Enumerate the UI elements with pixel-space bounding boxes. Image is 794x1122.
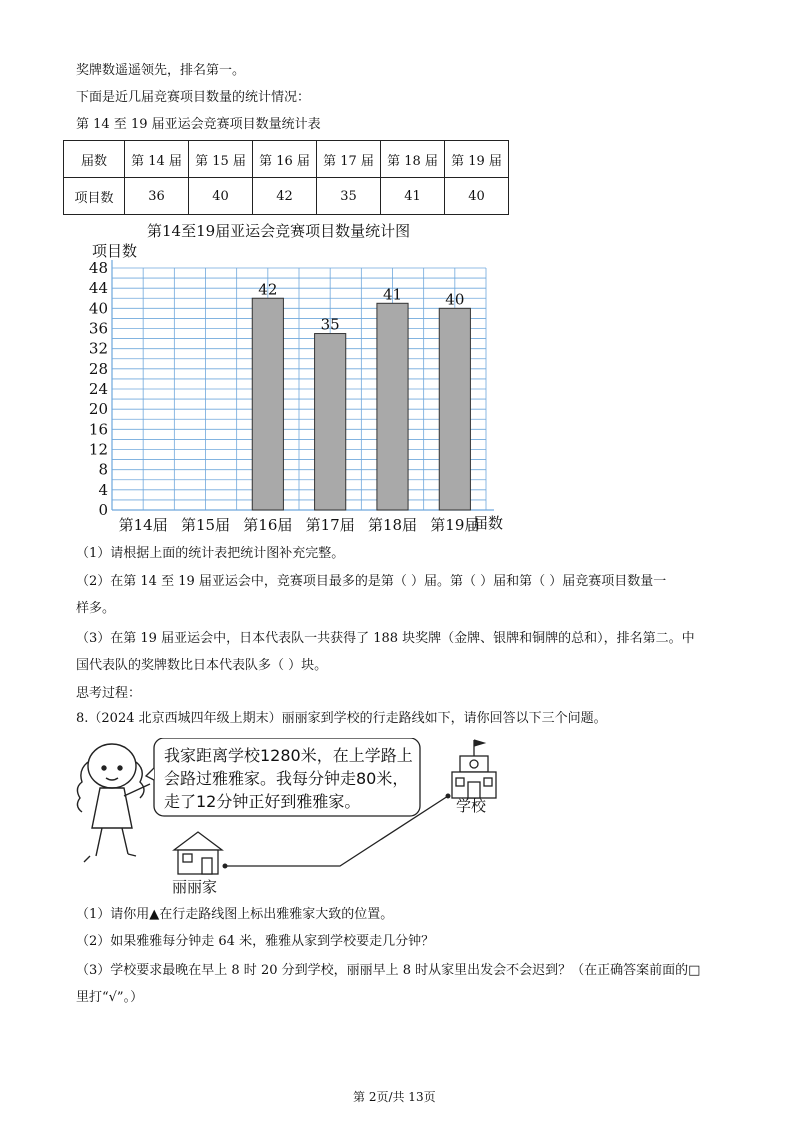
y-tick-label: 8 bbox=[98, 460, 108, 479]
y-tick-label: 24 bbox=[88, 380, 108, 398]
table-cell: 第 19 届 bbox=[445, 141, 509, 178]
p8-question-3: （3）学校要求最晚在早上 8 时 20 分到学校，丽丽早上 8 时从家里出发会不会迟到？（在正确答案前面的□ bbox=[76, 963, 701, 978]
table-cell: 41 bbox=[381, 178, 445, 215]
x-axis-label: 届数 bbox=[473, 514, 504, 532]
bar-chart bbox=[60, 220, 520, 538]
question-2-cont: 样多。 bbox=[76, 601, 116, 616]
p8-question-1: （1）请你用▲在行走路线图上标出雅雅家大致的位置。 bbox=[76, 907, 394, 922]
data-label: 41 bbox=[382, 285, 403, 304]
x-tick-label: 第18届 bbox=[367, 516, 418, 534]
question-3-cont: 国代表队的奖牌数比日本代表队多（ ）块。 bbox=[76, 658, 328, 673]
data-label: 35 bbox=[320, 315, 340, 334]
table-cell: 第 17 届 bbox=[317, 141, 381, 178]
y-tick-label: 44 bbox=[88, 279, 108, 298]
table-cell: 40 bbox=[189, 178, 253, 215]
table-header-row bbox=[64, 141, 509, 178]
table-cell: 第 16 届 bbox=[253, 141, 317, 178]
x-tick-label: 第15届 bbox=[180, 516, 231, 534]
chart-title: 第14至19届亚运会竞赛项目数量统计图 bbox=[147, 222, 411, 240]
p8-question-3-cont: 里打“√”。） bbox=[76, 990, 144, 1005]
x-tick-label: 第17届 bbox=[305, 516, 355, 534]
house-icon bbox=[174, 832, 222, 874]
y-tick-label: 12 bbox=[88, 440, 108, 459]
problem-8-title: 8.（2024 北京西城四年级上期末）丽丽家到学校的行走路线如下，请你回答以下三个问题。 bbox=[76, 711, 607, 726]
question-2: （2）在第 14 至 19 届亚运会中，竞赛项目最多的是第（ ）届。第（ ）届和第（ ）届竞赛项目数量一 bbox=[76, 574, 667, 589]
y-tick-label: 20 bbox=[88, 400, 108, 419]
table-title: 第 14 至 19 届亚运会竞赛项目数量统计表 bbox=[76, 117, 321, 132]
bar bbox=[377, 303, 408, 510]
table-cell: 第 15 届 bbox=[189, 141, 253, 178]
y-tick-label: 0 bbox=[98, 501, 108, 519]
question-3: （3）在第 19 届亚运会中，日本代表队一共获得了 188 块奖牌（金牌、银牌和铜牌的总和），排名第二。中 bbox=[76, 631, 695, 646]
x-tick-labels bbox=[119, 516, 480, 534]
table-cell: 36 bbox=[125, 178, 189, 215]
home-label: 丽丽家 bbox=[172, 878, 218, 896]
question-1: （1）请根据上面的统计表把统计图补充完整。 bbox=[76, 546, 345, 561]
y-tick-label: 16 bbox=[88, 420, 108, 439]
page-number: 第 2页/共 13页 bbox=[353, 1090, 436, 1104]
table-cell: 届数 bbox=[64, 141, 125, 178]
y-tick-label: 48 bbox=[88, 259, 108, 277]
table-cell: 42 bbox=[253, 178, 317, 215]
table-row bbox=[64, 178, 509, 215]
speech-bubble bbox=[146, 738, 420, 816]
speech-text: 我家距离学校1280米，在上学路上 bbox=[164, 746, 413, 765]
data-label: 40 bbox=[445, 290, 465, 309]
stats-table bbox=[63, 140, 509, 215]
speech-text: 会路过雅雅家。我每分钟走80米， bbox=[164, 769, 409, 788]
bar bbox=[439, 308, 470, 510]
y-tick-labels bbox=[89, 259, 108, 519]
y-tick-label: 28 bbox=[88, 359, 108, 378]
bar bbox=[252, 298, 283, 510]
y-tick-label: 32 bbox=[88, 339, 108, 358]
intro-line: 奖牌数遥遥领先，排名第一。 bbox=[76, 63, 246, 78]
data-label: 42 bbox=[258, 280, 278, 299]
y-tick-label: 40 bbox=[88, 299, 108, 318]
chart-grid bbox=[112, 268, 486, 510]
y-axis-label: 项目数 bbox=[92, 242, 138, 260]
y-tick-label: 36 bbox=[88, 319, 108, 338]
thinking-label: 思考过程： bbox=[76, 686, 142, 701]
school-icon bbox=[452, 740, 496, 798]
x-tick-label: 第16届 bbox=[243, 516, 293, 534]
chart-axes bbox=[112, 260, 494, 510]
p8-question-2: （2）如果雅雅每分钟走 64 米，雅雅从家到学校要走几分钟？ bbox=[76, 934, 435, 949]
school-label: 学校 bbox=[456, 797, 487, 815]
bar bbox=[315, 334, 346, 510]
route-diagram bbox=[40, 738, 520, 903]
x-tick-label: 第14届 bbox=[118, 516, 168, 534]
x-tick-label: 第19届 bbox=[430, 516, 480, 534]
girl-illustration bbox=[77, 744, 150, 862]
y-tick-label: 4 bbox=[98, 480, 108, 499]
speech-text: 走了12分钟正好到雅雅家。 bbox=[164, 792, 361, 811]
table-cell: 项目数 bbox=[64, 178, 125, 215]
table-cell: 第 18 届 bbox=[381, 141, 445, 178]
table-cell: 35 bbox=[317, 178, 381, 215]
table-cell: 40 bbox=[445, 178, 509, 215]
table-cell: 第 14 届 bbox=[125, 141, 189, 178]
intro-line: 下面是近几届竞赛项目数量的统计情况： bbox=[76, 90, 311, 105]
